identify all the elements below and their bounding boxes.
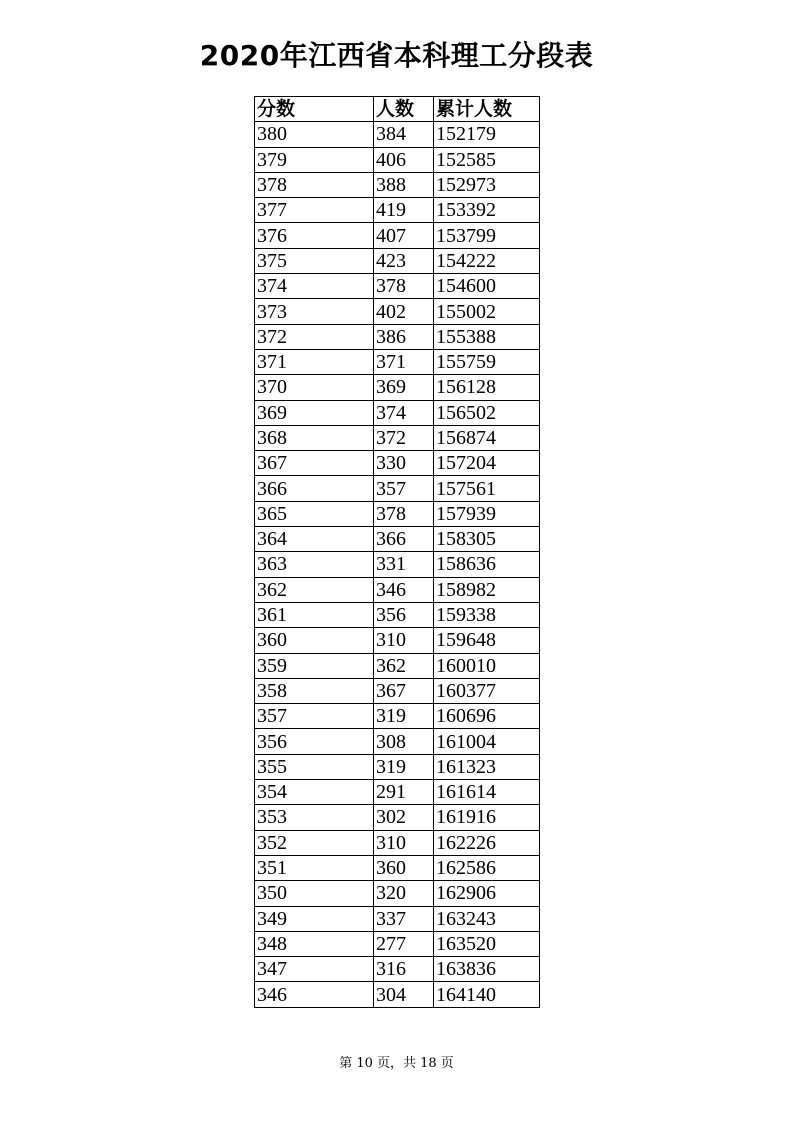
cell-score: 365 <box>255 501 374 526</box>
table-row <box>255 855 540 880</box>
cell-count: 367 <box>374 678 434 703</box>
cell-cumulative: 157939 <box>434 501 540 526</box>
header-cumulative: 累计人数 <box>434 97 540 122</box>
cell-score: 358 <box>255 678 374 703</box>
cell-cumulative: 160696 <box>434 704 540 729</box>
cell-score: 375 <box>255 248 374 273</box>
cell-count: 277 <box>374 931 434 956</box>
cell-score: 366 <box>255 476 374 501</box>
cell-count: 372 <box>374 425 434 450</box>
cell-count: 371 <box>374 349 434 374</box>
cell-cumulative: 154600 <box>434 274 540 299</box>
cell-cumulative: 156128 <box>434 375 540 400</box>
table-row <box>255 552 540 577</box>
cell-cumulative: 162226 <box>434 830 540 855</box>
cell-score: 346 <box>255 982 374 1007</box>
cell-cumulative: 159338 <box>434 602 540 627</box>
cell-count: 304 <box>374 982 434 1007</box>
cell-score: 350 <box>255 881 374 906</box>
table-row <box>255 678 540 703</box>
table-row <box>255 451 540 476</box>
cell-count: 302 <box>374 805 434 830</box>
cell-score: 369 <box>255 400 374 425</box>
cell-count: 384 <box>374 122 434 147</box>
cell-score: 347 <box>255 957 374 982</box>
cell-count: 419 <box>374 198 434 223</box>
table-row <box>255 754 540 779</box>
cell-count: 346 <box>374 577 434 602</box>
cell-count: 406 <box>374 147 434 172</box>
cell-cumulative: 155759 <box>434 349 540 374</box>
table-row <box>255 780 540 805</box>
cell-cumulative: 157561 <box>434 476 540 501</box>
cell-score: 370 <box>255 375 374 400</box>
table-row <box>255 198 540 223</box>
cell-score: 354 <box>255 780 374 805</box>
cell-score: 373 <box>255 299 374 324</box>
cell-cumulative: 158305 <box>434 527 540 552</box>
table-row <box>255 931 540 956</box>
cell-count: 378 <box>374 274 434 299</box>
cell-cumulative: 163836 <box>434 957 540 982</box>
cell-score: 363 <box>255 552 374 577</box>
table-row <box>255 172 540 197</box>
cell-score: 364 <box>255 527 374 552</box>
table-row <box>255 501 540 526</box>
cell-cumulative: 152973 <box>434 172 540 197</box>
cell-cumulative: 162906 <box>434 881 540 906</box>
table-row <box>255 375 540 400</box>
table-row <box>255 982 540 1007</box>
table-row <box>255 957 540 982</box>
page-title: 2020年江西省本科理工分段表 <box>199 39 594 72</box>
table-row <box>255 248 540 273</box>
header-count: 人数 <box>374 97 434 122</box>
cell-cumulative: 155002 <box>434 299 540 324</box>
table-header <box>255 97 540 122</box>
cell-score: 380 <box>255 122 374 147</box>
cell-score: 362 <box>255 577 374 602</box>
cell-score: 371 <box>255 349 374 374</box>
cell-score: 379 <box>255 147 374 172</box>
cell-cumulative: 158982 <box>434 577 540 602</box>
cell-count: 386 <box>374 324 434 349</box>
cell-score: 377 <box>255 198 374 223</box>
table-row <box>255 805 540 830</box>
cell-score: 352 <box>255 830 374 855</box>
score-distribution-table <box>254 96 540 1008</box>
cell-cumulative: 161323 <box>434 754 540 779</box>
cell-score: 351 <box>255 855 374 880</box>
table-row <box>255 577 540 602</box>
cell-cumulative: 152585 <box>434 147 540 172</box>
cell-count: 316 <box>374 957 434 982</box>
cell-score: 360 <box>255 628 374 653</box>
table-row <box>255 906 540 931</box>
cell-count: 331 <box>374 552 434 577</box>
cell-count: 360 <box>374 855 434 880</box>
cell-count: 378 <box>374 501 434 526</box>
cell-count: 310 <box>374 628 434 653</box>
cell-cumulative: 164140 <box>434 982 540 1007</box>
cell-score: 378 <box>255 172 374 197</box>
cell-count: 362 <box>374 653 434 678</box>
cell-count: 423 <box>374 248 434 273</box>
header-score: 分数 <box>255 97 374 122</box>
cell-cumulative: 161916 <box>434 805 540 830</box>
cell-count: 319 <box>374 754 434 779</box>
cell-cumulative: 162586 <box>434 855 540 880</box>
table-row <box>255 299 540 324</box>
table-row <box>255 704 540 729</box>
table-row <box>255 324 540 349</box>
cell-count: 388 <box>374 172 434 197</box>
table-row <box>255 527 540 552</box>
cell-count: 369 <box>374 375 434 400</box>
cell-score: 348 <box>255 931 374 956</box>
cell-score: 353 <box>255 805 374 830</box>
cell-cumulative: 160010 <box>434 653 540 678</box>
table-row <box>255 349 540 374</box>
cell-count: 402 <box>374 299 434 324</box>
cell-count: 310 <box>374 830 434 855</box>
cell-count: 337 <box>374 906 434 931</box>
cell-cumulative: 161004 <box>434 729 540 754</box>
cell-count: 330 <box>374 451 434 476</box>
cell-score: 361 <box>255 602 374 627</box>
cell-count: 356 <box>374 602 434 627</box>
cell-count: 320 <box>374 881 434 906</box>
cell-count: 407 <box>374 223 434 248</box>
cell-cumulative: 157204 <box>434 451 540 476</box>
cell-cumulative: 161614 <box>434 780 540 805</box>
table-row <box>255 425 540 450</box>
cell-score: 349 <box>255 906 374 931</box>
cell-cumulative: 154222 <box>434 248 540 273</box>
cell-count: 374 <box>374 400 434 425</box>
cell-cumulative: 155388 <box>434 324 540 349</box>
cell-count: 319 <box>374 704 434 729</box>
table-row <box>255 602 540 627</box>
table-body <box>255 122 540 1007</box>
table-row <box>255 147 540 172</box>
table-header-row <box>255 97 540 122</box>
cell-score: 374 <box>255 274 374 299</box>
table-row <box>255 830 540 855</box>
cell-cumulative: 153799 <box>434 223 540 248</box>
table-row <box>255 223 540 248</box>
cell-score: 367 <box>255 451 374 476</box>
cell-score: 372 <box>255 324 374 349</box>
table-row <box>255 274 540 299</box>
cell-cumulative: 160377 <box>434 678 540 703</box>
cell-cumulative: 163243 <box>434 906 540 931</box>
page-footer: 第 10 页，共 18 页 <box>339 1056 454 1071</box>
cell-cumulative: 158636 <box>434 552 540 577</box>
table-row <box>255 729 540 754</box>
cell-cumulative: 159648 <box>434 628 540 653</box>
cell-score: 376 <box>255 223 374 248</box>
cell-score: 368 <box>255 425 374 450</box>
cell-cumulative: 156502 <box>434 400 540 425</box>
cell-cumulative: 156874 <box>434 425 540 450</box>
cell-count: 308 <box>374 729 434 754</box>
table-row <box>255 653 540 678</box>
cell-score: 356 <box>255 729 374 754</box>
cell-score: 357 <box>255 704 374 729</box>
cell-score: 355 <box>255 754 374 779</box>
table-row <box>255 400 540 425</box>
cell-cumulative: 153392 <box>434 198 540 223</box>
cell-count: 357 <box>374 476 434 501</box>
cell-cumulative: 152179 <box>434 122 540 147</box>
table-row <box>255 122 540 147</box>
cell-count: 366 <box>374 527 434 552</box>
cell-cumulative: 163520 <box>434 931 540 956</box>
table-row <box>255 881 540 906</box>
table-row <box>255 628 540 653</box>
table-row <box>255 476 540 501</box>
cell-count: 291 <box>374 780 434 805</box>
cell-score: 359 <box>255 653 374 678</box>
